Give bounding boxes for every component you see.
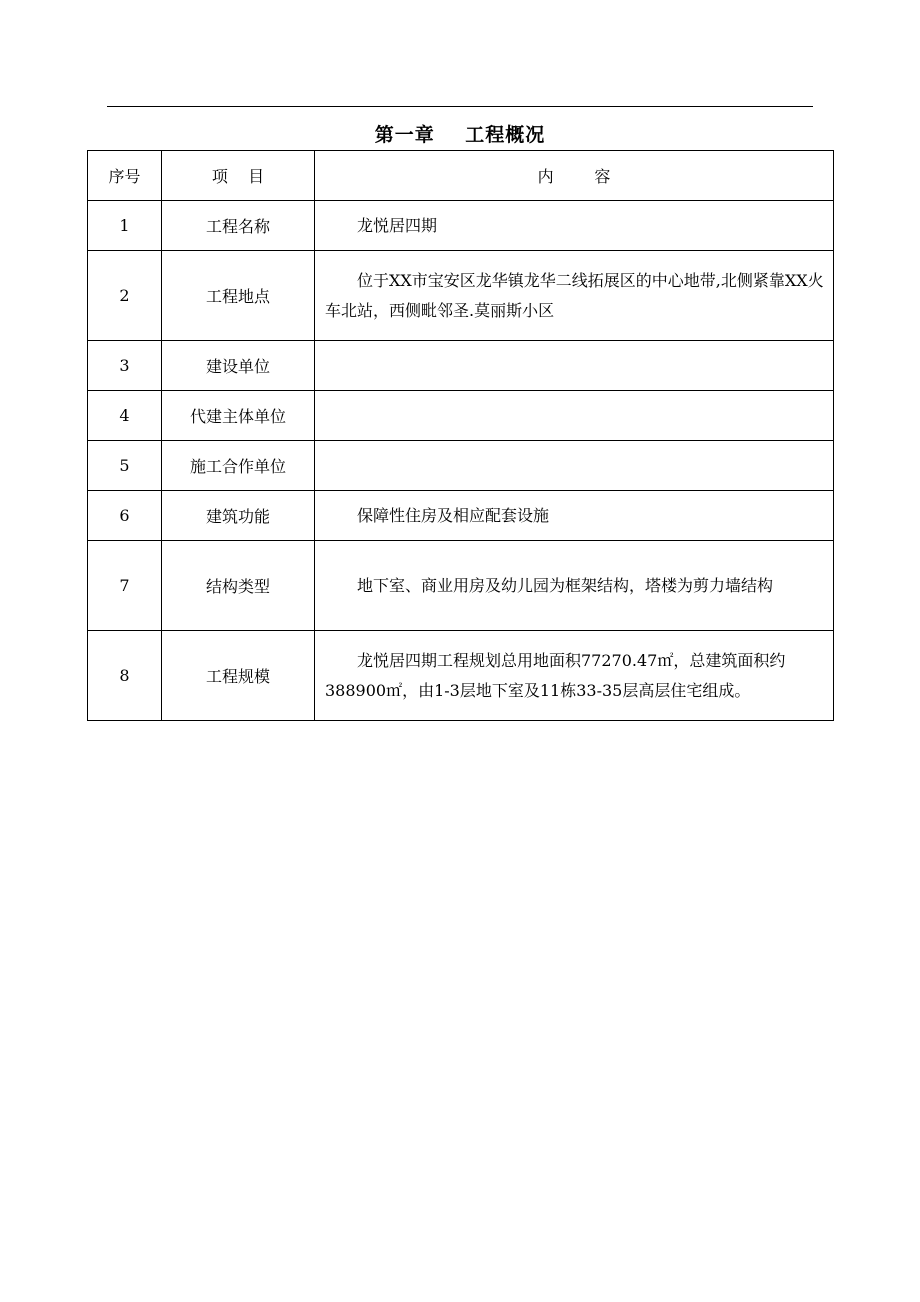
row-content <box>315 491 834 541</box>
row-content <box>315 391 834 441</box>
row-no: 2 <box>88 251 162 341</box>
row-item: 工程地点 <box>162 251 315 341</box>
header-rule <box>107 106 813 107</box>
row-item: 建筑功能 <box>162 491 315 541</box>
row-item: 代建主体单位 <box>162 391 315 441</box>
row-no: 5 <box>88 441 162 491</box>
row-item: 工程规模 <box>162 631 315 721</box>
row-no: 1 <box>88 201 162 251</box>
row-item: 施工合作单位 <box>162 441 315 491</box>
table-row <box>88 541 834 631</box>
row-content <box>315 441 834 491</box>
row-no: 3 <box>88 341 162 391</box>
row-content-text: 保障性住房及相应配套设施 <box>357 505 550 525</box>
chapter-title: 第一章 工程概况 <box>374 124 546 146</box>
row-content <box>315 201 834 251</box>
row-item: 工程名称 <box>162 201 315 251</box>
row-content <box>315 631 834 721</box>
header-item: 项 目 <box>162 151 315 201</box>
table-row <box>88 441 834 491</box>
table-row <box>88 391 834 441</box>
row-no: 6 <box>88 491 162 541</box>
row-no: 8 <box>88 631 162 721</box>
header-no: 序号 <box>88 151 162 201</box>
table-row <box>88 251 834 341</box>
row-content <box>315 251 834 341</box>
table-row <box>88 201 834 251</box>
header-content: 内 容 <box>315 151 834 201</box>
project-overview-table <box>87 150 834 721</box>
row-no: 4 <box>88 391 162 441</box>
row-content-text: 龙悦居四期工程规划总用地面积77270.47㎡，总建筑面积约388900㎡，由1-3层地下室及11栋33-35层高层住宅组成。 <box>325 650 786 700</box>
table-row <box>88 491 834 541</box>
row-content-text: 地下室、商业用房及幼儿园为框架结构，塔楼为剪力墙结构 <box>357 575 774 595</box>
row-item: 结构类型 <box>162 541 315 631</box>
row-no: 7 <box>88 541 162 631</box>
table-row <box>88 631 834 721</box>
row-content <box>315 341 834 391</box>
table-row <box>88 341 834 391</box>
row-content-text: 龙悦居四期 <box>357 215 438 235</box>
row-item: 建设单位 <box>162 341 315 391</box>
row-content <box>315 541 834 631</box>
row-content-text: 位于XX市宝安区龙华镇龙华二线拓展区的中心地带,北侧紧靠XX火车北站，西侧毗邻圣.莫丽斯小区 <box>325 270 824 320</box>
table-header-row <box>88 151 834 201</box>
